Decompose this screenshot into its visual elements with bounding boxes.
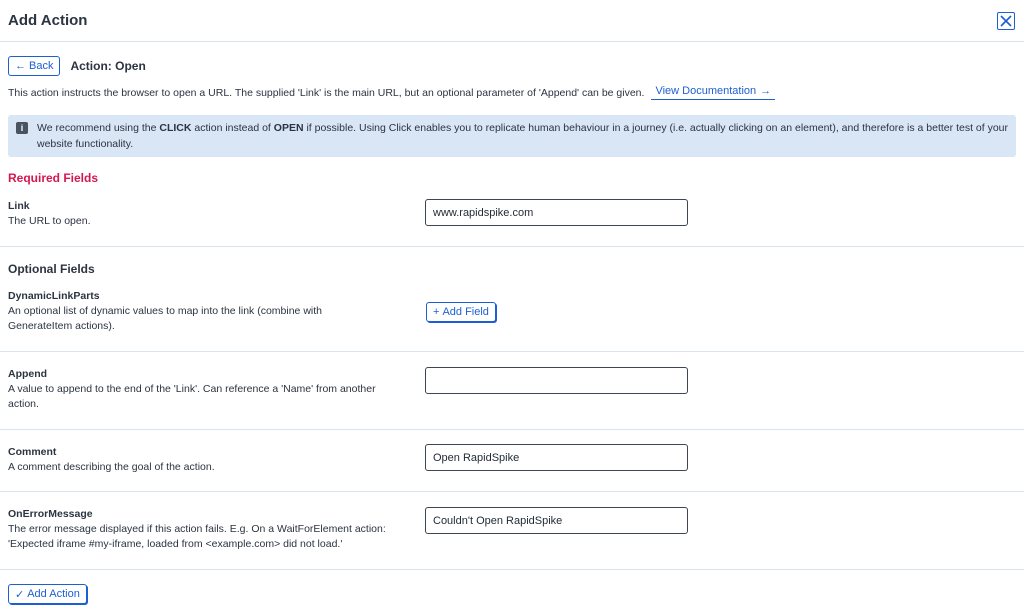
- action-description: [8, 85, 775, 100]
- comment-name: Comment: [8, 446, 57, 458]
- info-text: We recommend using the CLICK action instead of OPEN if possible. Using Click enables you to replicate human behaviour in a journey (i.e. actually clicking on an element), and therefore is a better test of your website functionality.: [37, 122, 1009, 150]
- comment-help: A comment describing the goal of the action.: [8, 461, 215, 473]
- divider: [0, 491, 1024, 492]
- checkmark-icon: ✓: [15, 588, 25, 601]
- on-error-message-label: [8, 508, 420, 552]
- add-field-label: Add Field: [442, 306, 489, 318]
- add-field-button[interactable]: [426, 302, 496, 322]
- divider: [0, 429, 1024, 430]
- back-button-label: Back: [29, 60, 54, 72]
- info-icon: i: [16, 122, 28, 134]
- modal-title: Add Action: [8, 12, 88, 29]
- required-fields-title: Required Fields: [8, 171, 99, 185]
- doc-link-label: View Documentation: [655, 85, 757, 97]
- dynamic-link-parts-name: DynamicLinkParts: [8, 290, 100, 302]
- action-title: Action: Open: [70, 59, 146, 73]
- comment-input[interactable]: Open RapidSpike: [425, 444, 688, 471]
- append-help: A value to append to the end of the 'Link'. Can reference a 'Name' from another action.: [8, 383, 376, 410]
- optional-fields-title: Optional Fields: [8, 262, 95, 276]
- plus-icon: +: [433, 306, 440, 318]
- comment-field-label: [8, 446, 418, 475]
- divider: [0, 351, 1024, 352]
- append-field-label: [8, 368, 408, 412]
- arrow-right-icon: →: [760, 85, 772, 97]
- view-documentation-link[interactable]: [651, 85, 775, 100]
- dynamic-link-parts-help: An optional list of dynamic values to map into the link (combine with GenerateItem actions).: [8, 305, 322, 332]
- on-error-message-help: The error message displayed if this action fails. E.g. On a WaitForElement action: 'Expected iframe #my-iframe, loaded from <example.com> did not load.': [8, 523, 386, 550]
- info-bold-open: OPEN: [273, 122, 304, 134]
- link-field-label: [8, 200, 418, 229]
- arrow-left-icon: ←: [15, 60, 26, 72]
- append-name: Append: [8, 368, 48, 380]
- modal-header: [0, 0, 1024, 42]
- link-input[interactable]: www.rapidspike.com: [425, 199, 688, 226]
- dynamic-link-parts-label: [8, 290, 368, 334]
- description-text: This action instructs the browser to open a URL. The supplied 'Link' is the main URL, but an optional parameter of 'Append' can be given.: [8, 86, 645, 99]
- info-banner: [8, 115, 1016, 157]
- divider: [0, 569, 1024, 570]
- action-nav: [8, 56, 146, 76]
- add-action-label: Add Action: [27, 588, 80, 600]
- back-button[interactable]: [8, 56, 60, 76]
- add-action-button[interactable]: [8, 584, 87, 604]
- on-error-message-input[interactable]: Couldn't Open RapidSpike: [425, 507, 688, 534]
- on-error-message-name: OnErrorMessage: [8, 508, 93, 520]
- link-name: Link: [8, 200, 30, 212]
- link-help: The URL to open.: [8, 215, 91, 227]
- info-bold-click: CLICK: [159, 122, 192, 134]
- divider: [0, 246, 1024, 247]
- append-input[interactable]: [425, 367, 688, 394]
- close-icon: [1000, 15, 1012, 27]
- close-button[interactable]: [997, 12, 1015, 30]
